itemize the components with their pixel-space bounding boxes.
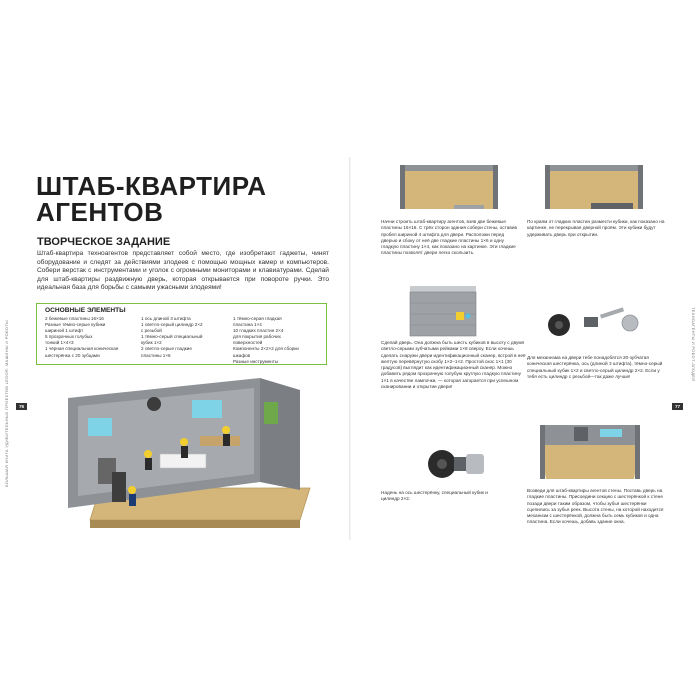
- hq-model-image: [50, 370, 320, 530]
- parts-column-2: [141, 316, 203, 359]
- intro-paragraph: Штаб-квартира техноагентов представляет собой место, где изобретают гаджеты, чинят оборудование и следят за действиями злодеев с помощью мощных камер и компьютеров. Собери верстак с инструментами и уголок с огромными мониторами и клавиатурами. Сделай для штаб-квартиры раздвижную дверь, которая открывается при повороте ручки. Это идеальная база для борьбы с самыми ужасными злодеями!: [37, 250, 329, 292]
- book-gutter: [349, 157, 351, 540]
- step-6-walls-image: [534, 415, 646, 485]
- parts-column-1: [45, 316, 118, 359]
- list-item: 1 тёмно-серый специальный: [141, 334, 203, 340]
- step-3-door-image: [404, 282, 482, 340]
- running-header-left: БОЛЬШАЯ КНИГА УДИВИТЕЛЬНЫХ ПРОЕКТОВ LEGO®. МАШИНЫ И РОБОТЫ: [4, 320, 9, 487]
- list-item: 1 чёрная специальная коническая: [45, 346, 119, 352]
- list-item: 2 бежевые пластины 16×16: [45, 316, 104, 321]
- parts-list-title: ОСНОВНЫЕ ЭЛЕМЕНТЫ: [45, 307, 126, 314]
- section-subtitle: ТВОРЧЕСКОЕ ЗАДАНИЕ: [37, 236, 171, 248]
- list-item: 1 светло-серый цилиндр 2×2: [141, 322, 203, 328]
- list-item: 5 прозрачных голубых: [45, 334, 93, 340]
- page-title-line-1: ШТАБ-КВАРТИРА: [36, 171, 267, 201]
- page-number-left: 76: [16, 403, 27, 410]
- list-item: Разные тёмно-серые кубики: [45, 322, 106, 328]
- step-5-caption: Надень на ось шестерёнку, специальный кубик и цилиндр 2×2.: [381, 490, 488, 502]
- step-2-image: [539, 157, 649, 217]
- step-4-parts-image: [546, 305, 646, 341]
- page-title-line-2: АГЕНТОВ: [36, 197, 164, 227]
- step-1-caption: Начни строить штаб-квартиру агентов, взяв две бежевые пластины 16×16. С трёх сторон здания собери стены, оставив пробел шириной 4 штифта для двери. Расположи перед дверью и сбоку от неё две гладкие пластины 1×6 и одну гладкую пластину 1×4, как показано на картинке. Эти гладкие пластины позволят двери легко скользить.: [381, 219, 517, 256]
- parts-list-box: [36, 303, 327, 365]
- list-item: пластины 1×6: [141, 352, 171, 358]
- list-item: шириной 1 штифт: [45, 328, 84, 334]
- list-item: для покрытия рабочих: [233, 334, 281, 340]
- step-6-caption: Возведи для штаб-квартиры агентов стены. Поставь дверь на гладкие пластины. Присоедини секцию с шестерёнкой к стене позади двери таким образом, чтобы зубья шестерёнки сцепились за зубья реек. Высота стены, на которой находится механизм с шестерёнкой, должна быть семь кубиков и одна пластина. Если хочешь, добавь здание окна.: [527, 488, 664, 525]
- list-item: шкафов: [233, 352, 251, 358]
- step-4-caption: Для механизма на двери тебе понадобятся 20-зубчатая коническая шестерёнка, ось (длиной 3 штифта), тёмно-серый специальный кубик 1×2 и светло-серый цилиндр 2×2. Если у тебя есть цилиндр с резьбой—так даже лучше!: [527, 355, 663, 379]
- list-item: Разные инструменты: [233, 358, 279, 364]
- list-item: кубик 1×2: [141, 340, 162, 346]
- parts-column-3: [233, 316, 299, 365]
- book-spread: [0, 157, 700, 540]
- step-3-caption: Сделай дверь. Она должна быть шесть кубиков в высоту с двумя светло-серыми зубчатыми рейками 1×8 сверху. Если хочешь сделать снаружи двери идентификационный сканер, встрой в неё желтую перевёрнутую скобу 1×2–1×2. Простой скос 1×1 (30 градусов) выглядит как идентификационный сканер. Можно добавить рядом прозрачную голубую круглую гладкую пластину 1×1 в качестве лампочки, — которая загорается при успешном сканировании и открытии двери!: [381, 340, 526, 390]
- list-item: тонкий 1×4×3: [45, 340, 74, 346]
- list-item: шестерёнка с 20 зубцами: [45, 352, 100, 358]
- list-item: 1 тёмно-серая гладкая: [233, 316, 282, 321]
- step-2-caption: По краям от гладких пластин размести кубики, как показано на картинке, не перекрывая дверной проём. Эти кубики будут удерживать дверь при открытии.: [527, 219, 665, 237]
- step-1-image: [394, 157, 504, 217]
- list-item: поверхностей: [233, 340, 263, 346]
- list-item: пластина 1×4: [233, 322, 262, 328]
- list-item: с резьбой: [141, 328, 162, 334]
- list-item: Компоненты 2×2×2 для сборки: [233, 346, 299, 352]
- list-item: 1 ось длиной 3 штифта: [141, 316, 191, 321]
- list-item: 10 гладких пластин 2×4: [233, 328, 284, 334]
- step-5-mechanism-image: [422, 444, 492, 482]
- page-title: [36, 173, 306, 225]
- list-item: 2 светло-серые гладкие: [141, 346, 192, 352]
- page-number-right: 77: [672, 403, 683, 410]
- running-header-right: ТЕХНОАГЕНТЫ И РОБОТ-ЗЛОДЕЙ: [691, 307, 696, 382]
